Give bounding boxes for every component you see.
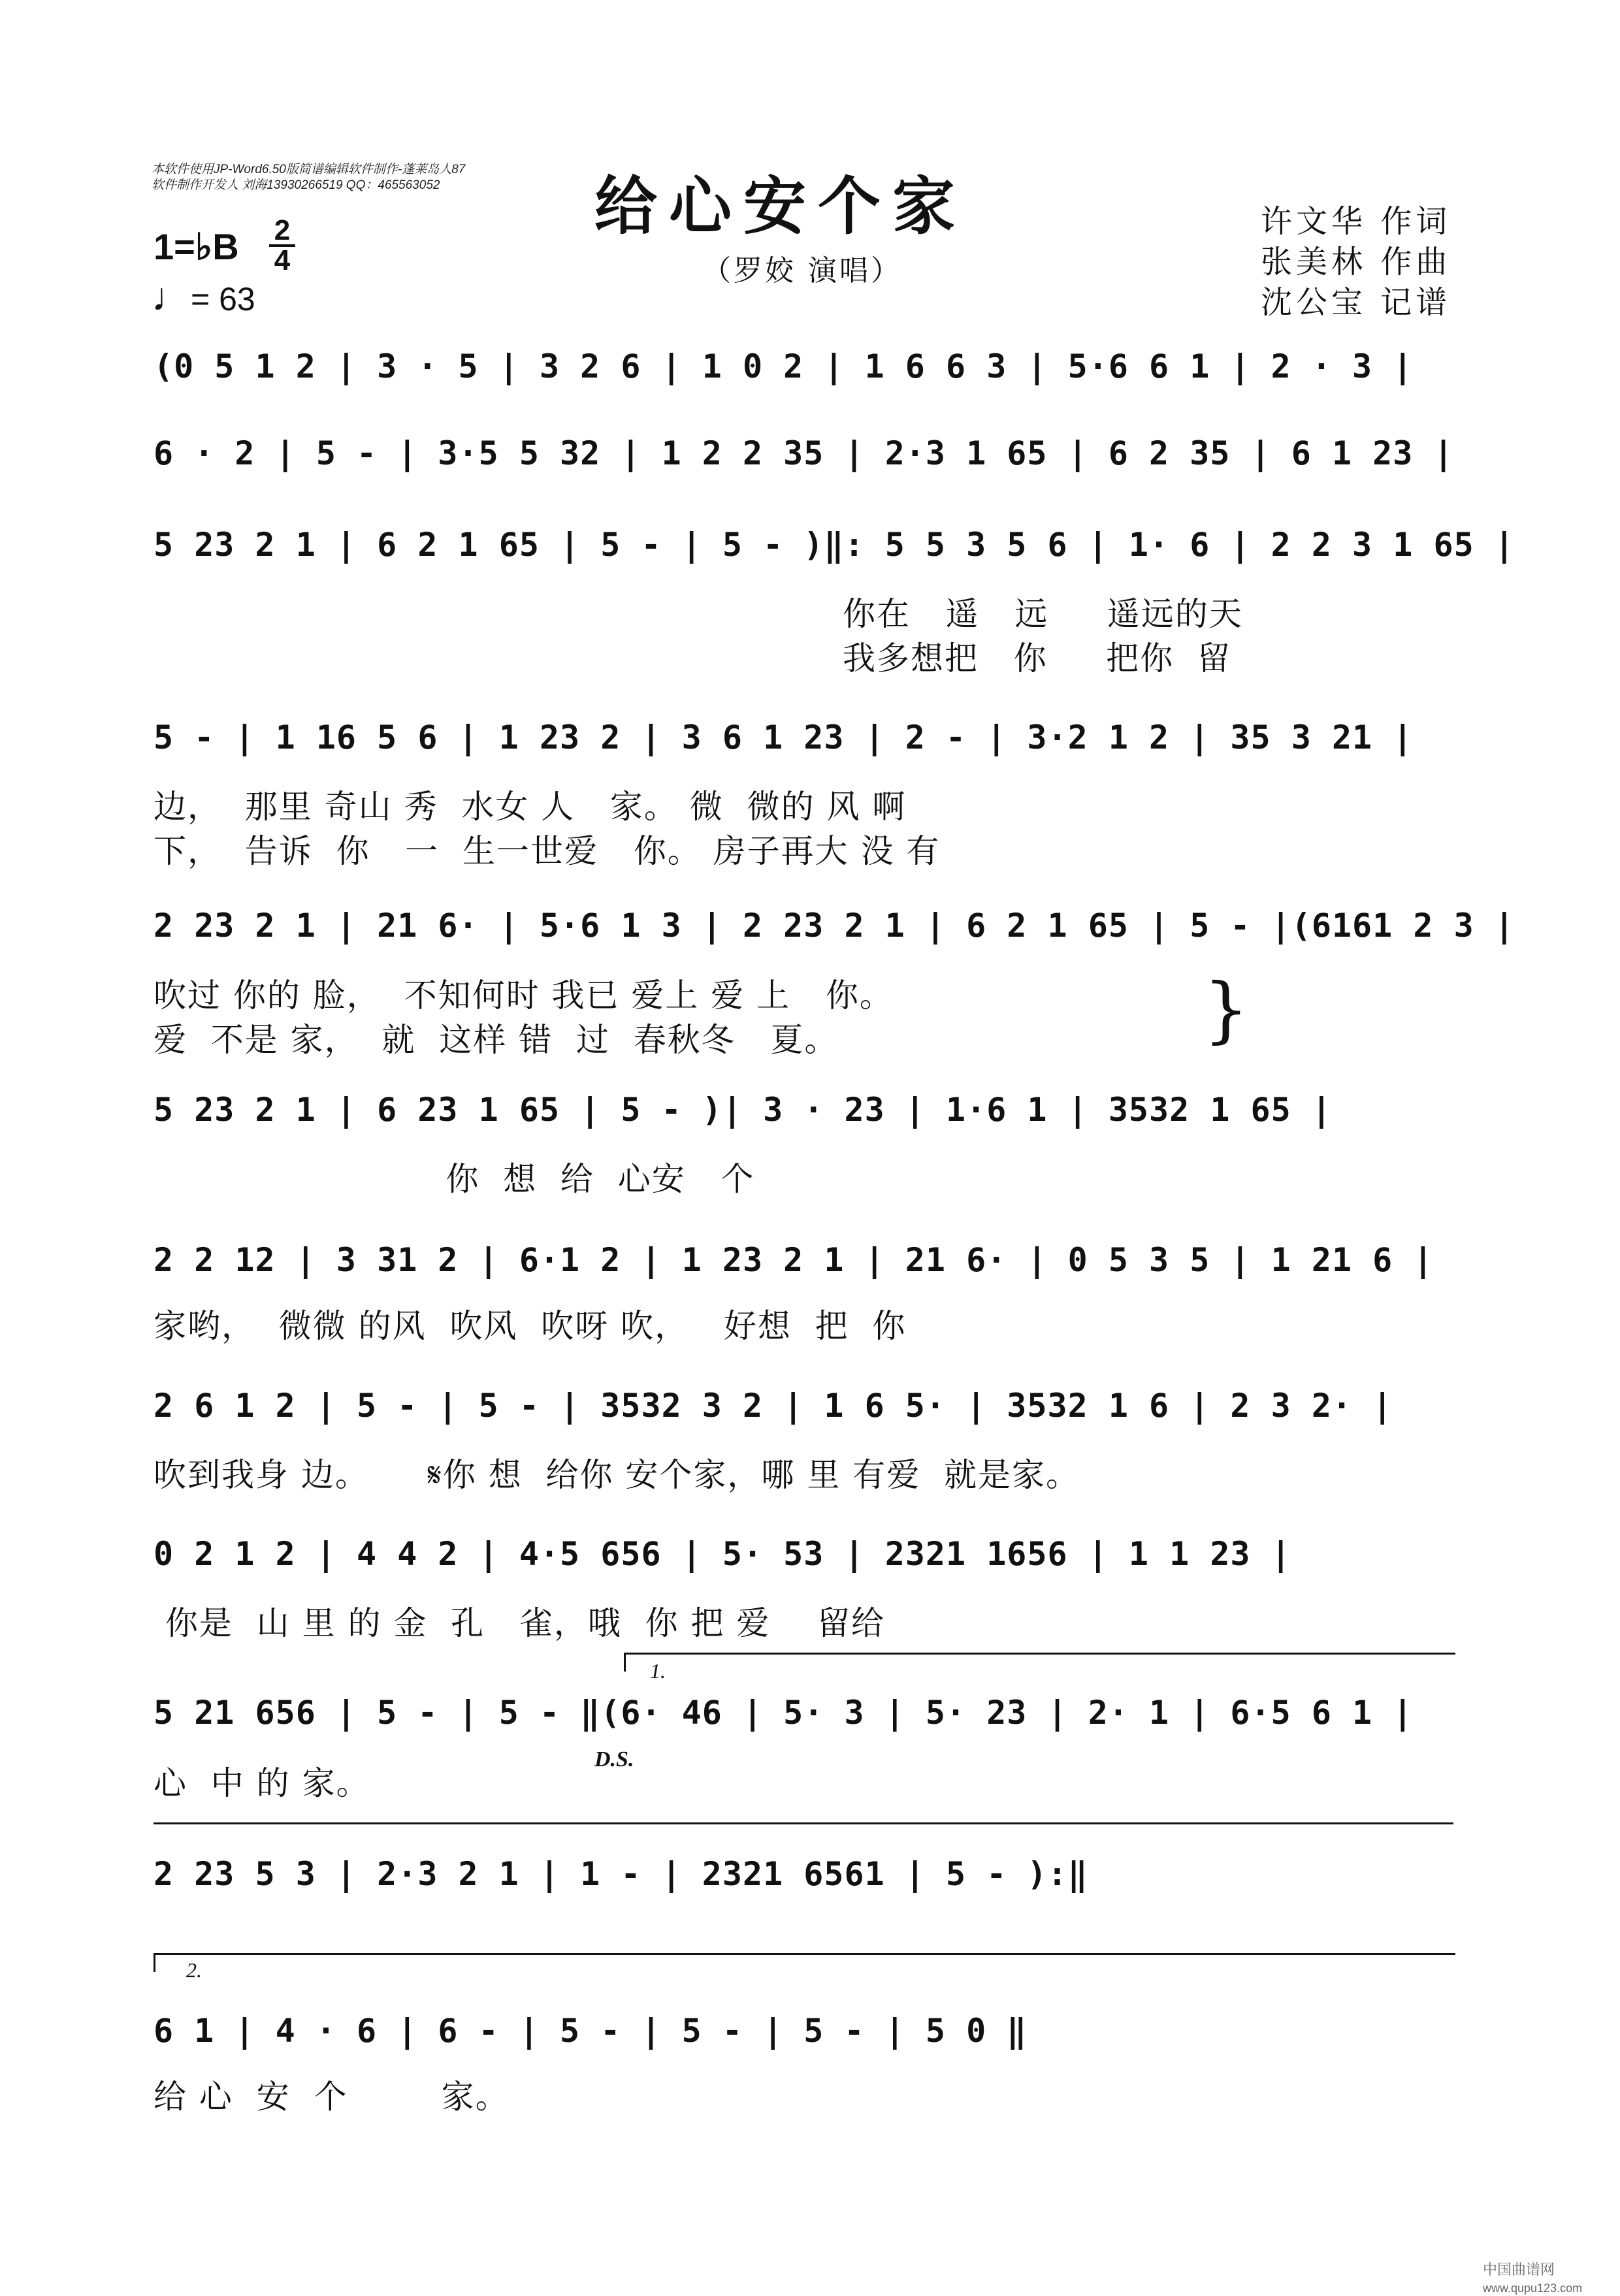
- tempo-value: = 63: [191, 281, 255, 317]
- second-ending-bracket: [154, 1953, 1455, 1972]
- first-ending-bracket: [624, 1653, 1455, 1672]
- site-name: 中国曲谱网: [1483, 2261, 1555, 2278]
- transcriber-credit: 沈公宝 记谱: [1261, 284, 1451, 321]
- lyric-row-6: 你 想 给 心安 个: [154, 1160, 755, 1198]
- lyric-row-3-verse-2: 我多想把 你 把你 留: [843, 639, 1231, 677]
- lyric-row-9: 你是 山 里 的 金 孔 雀，哦 你 把 爱 留给: [154, 1604, 885, 1642]
- score-row-1: (0 5 1 2 | 3 · 5 | 3 2 6 | 1 0 2 | 1 6 6 3 | 5·6 6 1 | 2 · 3 |: [154, 348, 1414, 385]
- score-row-3: 5 23 2 1 | 6 2 1 65 | 5 - | 5 - )‖: 5 5 3 5 6 | 1· 6 | 2 2 3 1 65 |: [154, 526, 1515, 564]
- lyric-row-7: 家哟， 微微 的风 吹风 吹呀 吹， 好想 把 你: [154, 1307, 907, 1345]
- lyricist-credit: 许文华 作词: [1261, 203, 1451, 240]
- site-url: www.qupu123.com: [1483, 2282, 1583, 2295]
- score-row-9: 0 2 1 2 | 4 4 2 | 4·5 656 | 5· 53 | 2321 1656 | 1 1 23 |: [154, 1535, 1291, 1573]
- lyric-row-10: 心 中 的 家。: [154, 1764, 370, 1802]
- score-row-10: 5 21 656 | 5 - | 5 - ‖(6· 46 | 5· 3 | 5· 23 | 2· 1 | 6·5 6 1 |: [154, 1694, 1414, 1732]
- score-row-4: 5 - | 1 16 5 6 | 1 23 2 | 3 6 1 23 | 2 - | 3·2 1 2 | 35 3 21 |: [154, 719, 1414, 756]
- tempo-marking: [152, 274, 255, 319]
- song-title: 给心安个家: [594, 170, 967, 243]
- lyric-row-8: 吹到我身 边。 𝄋你 想 给你 安个家，哪 里 有爱 就是家。: [154, 1456, 1080, 1494]
- lyric-row-5-verse-2: 爱 不是 家， 就 这样 错 过 春秋冬 夏。: [154, 1021, 839, 1059]
- score-row-12: 6 1 | 4 · 6 | 6 - | 5 - | 5 - | 5 - | 5 0 ‖: [154, 2012, 1028, 2050]
- time-signature-bottom: 4: [274, 244, 291, 276]
- performer-subtitle: （罗姣 演唱）: [702, 254, 902, 287]
- score-row-6: 5 23 2 1 | 6 23 1 65 | 5 - )| 3 · 23 | 1·6 1 | 3532 1 65 |: [154, 1091, 1332, 1129]
- site-watermark: [1483, 2259, 1620, 2296]
- score-row-2: 6 · 2 | 5 - | 3·5 5 32 | 1 2 2 35 | 2·3 1 65 | 6 2 35 | 6 1 23 |: [154, 434, 1454, 472]
- lyric-row-3-verse-1: 你在 遥 远 遥远的天: [843, 595, 1243, 633]
- key-signature: 1=♭B: [154, 226, 239, 267]
- quarter-note-icon: ♩: [152, 275, 191, 319]
- software-credit-line2: 软件制作开发人 刘海13930266519 QQ：465563052: [152, 178, 440, 192]
- dal-segno-mark: D.S.: [594, 1747, 634, 1771]
- score-row-8: 2 6 1 2 | 5 - | 5 - | 3532 3 2 | 1 6 5· | 3532 1 6 | 2 3 2· |: [154, 1387, 1393, 1425]
- lyric-row-5-verse-1: 吹过 你的 脸， 不知何时 我已 爱上 爱 上 你。: [154, 977, 894, 1014]
- lyric-row-4-verse-2: 下， 告诉 你 一 生一世爱 你。 房子再大 没 有: [154, 832, 941, 870]
- lyric-row-12: 给 心 安 个 家。: [154, 2078, 510, 2116]
- verse-brace-icon: }: [1203, 967, 1249, 1051]
- time-signature-top: 2: [269, 217, 295, 247]
- score-row-11: 2 23 5 3 | 2·3 2 1 | 1 - | 2321 6561 | 5 - ):‖: [154, 1855, 1088, 1893]
- score-row-5: 2 23 2 1 | 21 6· | 5·6 1 3 | 2 23 2 1 | 6 2 1 65 | 5 - |(6161 2 3 |: [154, 907, 1515, 945]
- first-ending-continuation-line: [154, 1822, 1453, 1824]
- second-ending-label: 2.: [186, 1958, 202, 1982]
- composer-credit: 张美林 作曲: [1261, 244, 1451, 280]
- lyric-row-4-verse-1: 边， 那里 奇山 秀 水女 人 家。 微 微的 风 啊: [154, 788, 907, 826]
- time-signature: [269, 214, 295, 276]
- software-credit-line1: 本软件使用JP-Word6.50版简谱编辑软件制作-蓬莱岛人87: [152, 163, 466, 176]
- score-row-7: 2 2 12 | 3 31 2 | 6·1 2 | 1 23 2 1 | 21 6· | 0 5 3 5 | 1 21 6 |: [154, 1241, 1434, 1279]
- first-ending-label: 1.: [650, 1659, 666, 1683]
